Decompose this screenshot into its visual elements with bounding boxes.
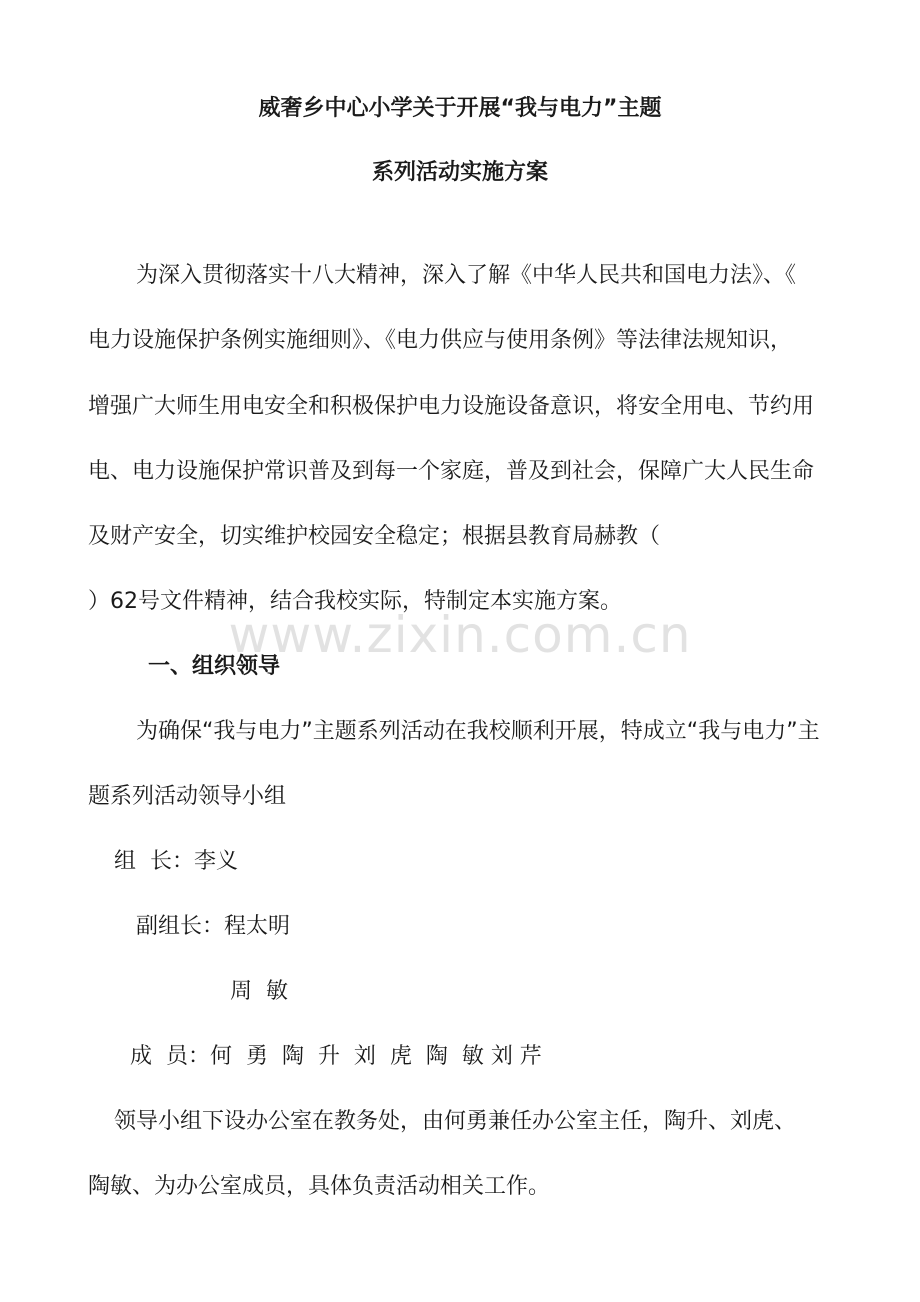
intro-line-2: 电力设施保护条例实施细则》、《电力供应与使用条例》等法律法规知识， [88,328,793,353]
intro-line-4: 电、电力设施保护常识普及到每一个家庭，普及到社会，保障广大人民生命 [88,459,815,484]
document-title-line-2: 系列活动实施方案 [371,160,548,185]
section-heading-organization: 一、组织领导 [148,654,281,679]
intro-line-3: 增强广大师生用电安全和积极保护电力设施设备意识，将安全用电、节约用 [88,394,815,419]
intro-line-6: ）62号文件精神，结合我校实际，特制定本实施方案。 [88,589,622,614]
watermark: www.zixin.com.cn [228,606,692,664]
office-line-1: 领导小组下设办公室在教务处，由何勇兼任办公室主任，陶升、刘虎、 [114,1109,797,1134]
intro-line-5: 及财产安全，切实维护校园安全稳定；根据县教育局赫教（ [88,524,661,549]
deputy-line-2: 周 敏 [230,979,288,1004]
members-line: 成 员：何 勇 陶 升 刘 虎 陶 敏 刘 芹 [130,1044,542,1069]
section1-line-1: 为确保“我与电力”主题系列活动在我校顺利开展，特成立“我与电力”主 [136,719,820,744]
section1-line-2: 题系列活动领导小组 [88,784,287,809]
intro-line-1: 为深入贯彻落实十八大精神，深入了解《中华人民共和国电力法》、《 [136,263,797,288]
office-line-2: 陶敏、为办公室成员，具体负责活动相关工作。 [88,1174,551,1199]
leader-line: 组 长：李义 [114,849,238,874]
deputy-line: 副组长：程太明 [136,914,291,939]
document-title-line-1: 威奢乡中心小学关于开展“我与电力”主题 [258,96,662,121]
